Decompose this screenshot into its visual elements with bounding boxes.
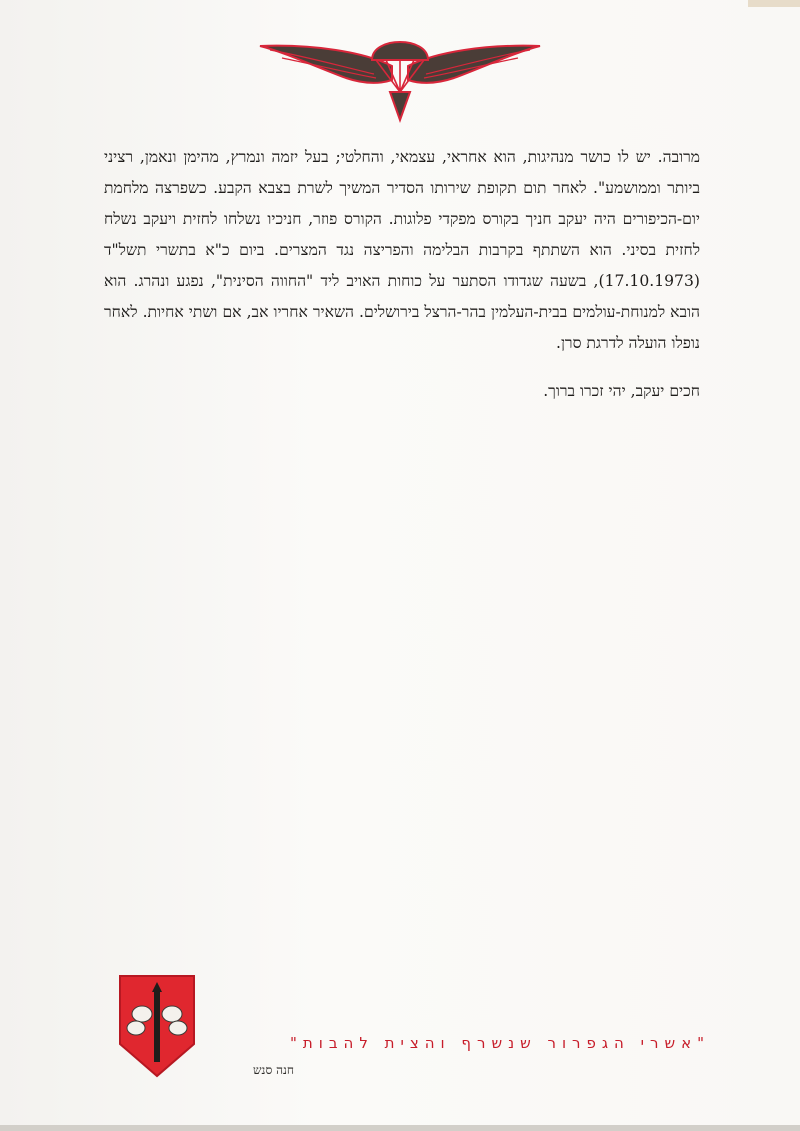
unit-shield-badge [116, 972, 198, 1080]
biography-text [104, 142, 700, 407]
paratrooper-wings-emblem [254, 22, 546, 124]
page-bottom-edge [0, 1125, 800, 1131]
memorial-closing-line: חכים יעקב, יהי זכרו ברוך. [543, 382, 700, 400]
motto-quote: "אשרי הגפרור שנשרף והצית להבות" [290, 1034, 710, 1052]
page-corner-tab [748, 0, 800, 7]
biography-paragraph: מרובה. יש לו כושר מנהיגות, הוא אחראי, עצמאי, והחלטי; בעל יזמה ונמרץ, מהימן ונאמן, רציני ביותר וממושמע". לאחר תום תקופת שירותו הסדיר המשיך לשרת בצבא הקבע. כשפרצה מלחמת יום-הכיפורים היה יעקב חניך בקורס מפקדי פלוגות. הקורס פוזר, חניכיו נשלחו לחזית ויעקב נשלח לחזית בסיני. הוא השתתף בקרבות הבלימה והפריצה נגד המצרים. ביום כ"א בתשרי תשל"ד (17.10.1973), בשעה שגדודו הסתער על כוחות האויב ליד "החווה הסינית", נפגע ונהרג. הוא הובא למנוחת-עולמים בבית-העלמין בהר-הרצל בירושלים. השאיר אחריו אב, אם ושתי אחיות. לאחר נופלו הועלה לדרגת סרן. [104, 148, 700, 352]
motto-attribution: חנה סנש [253, 1063, 294, 1077]
